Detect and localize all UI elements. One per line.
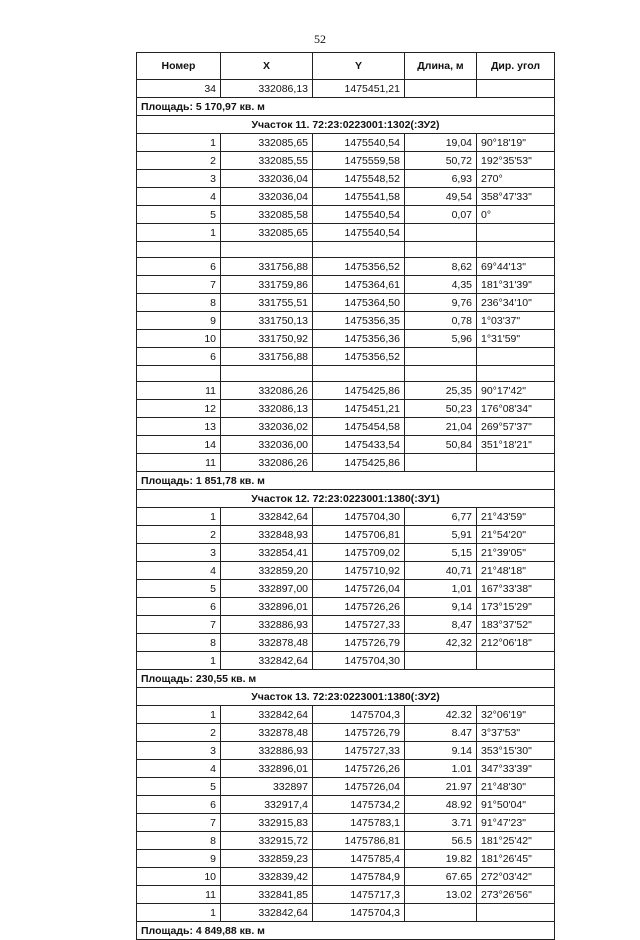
point-number: 1 bbox=[137, 904, 221, 922]
direction-angle: 270° bbox=[477, 170, 555, 188]
length-value: 5,15 bbox=[405, 544, 477, 562]
length-value bbox=[405, 652, 477, 670]
x-coordinate: 332886,93 bbox=[221, 742, 313, 760]
direction-angle: 173°15'29" bbox=[477, 598, 555, 616]
x-coordinate: 332842,64 bbox=[221, 706, 313, 724]
y-coordinate: 1475541,58 bbox=[313, 188, 405, 206]
y-coordinate: 1475726,26 bbox=[313, 598, 405, 616]
table-row bbox=[137, 258, 555, 276]
section-header-row bbox=[137, 490, 555, 508]
empty-cell bbox=[405, 242, 477, 258]
point-number: 5 bbox=[137, 206, 221, 224]
direction-angle: 3°37'53" bbox=[477, 724, 555, 742]
table-row bbox=[137, 724, 555, 742]
table-row bbox=[137, 382, 555, 400]
area-row bbox=[137, 922, 555, 940]
table-row bbox=[137, 134, 555, 152]
area-text: Площадь: 1 851,78 кв. м bbox=[137, 472, 555, 490]
area-text: Площадь: 4 849,88 кв. м bbox=[137, 922, 555, 940]
y-coordinate: 1475734,2 bbox=[313, 796, 405, 814]
table-row bbox=[137, 652, 555, 670]
x-coordinate: 332086,13 bbox=[221, 80, 313, 98]
length-value bbox=[405, 80, 477, 98]
direction-angle: 1°31'59" bbox=[477, 330, 555, 348]
direction-angle: 91°50'04" bbox=[477, 796, 555, 814]
y-coordinate: 1475548,52 bbox=[313, 170, 405, 188]
y-coordinate: 1475786,81 bbox=[313, 832, 405, 850]
point-number: 10 bbox=[137, 330, 221, 348]
length-value: 21.97 bbox=[405, 778, 477, 796]
y-coordinate: 1475726,79 bbox=[313, 724, 405, 742]
table-row bbox=[137, 562, 555, 580]
point-number: 4 bbox=[137, 562, 221, 580]
length-value: 40,71 bbox=[405, 562, 477, 580]
direction-angle: 212°06'18" bbox=[477, 634, 555, 652]
point-number: 6 bbox=[137, 258, 221, 276]
x-coordinate: 331750,92 bbox=[221, 330, 313, 348]
y-coordinate: 1475425,86 bbox=[313, 454, 405, 472]
x-coordinate: 332085,58 bbox=[221, 206, 313, 224]
table-row bbox=[137, 742, 555, 760]
table-row bbox=[137, 152, 555, 170]
direction-angle bbox=[477, 904, 555, 922]
table-row bbox=[137, 904, 555, 922]
table-row bbox=[137, 276, 555, 294]
point-number: 3 bbox=[137, 170, 221, 188]
x-coordinate: 332085,65 bbox=[221, 134, 313, 152]
x-coordinate: 332917,4 bbox=[221, 796, 313, 814]
length-value: 1,01 bbox=[405, 580, 477, 598]
y-coordinate: 1475726,79 bbox=[313, 634, 405, 652]
length-value: 50,23 bbox=[405, 400, 477, 418]
y-coordinate: 1475540,54 bbox=[313, 134, 405, 152]
point-number: 1 bbox=[137, 134, 221, 152]
direction-angle bbox=[477, 80, 555, 98]
direction-angle: 236°34'10" bbox=[477, 294, 555, 312]
coordinates-table bbox=[136, 52, 555, 940]
direction-angle: 0° bbox=[477, 206, 555, 224]
empty-cell bbox=[313, 366, 405, 382]
table-row bbox=[137, 526, 555, 544]
point-number: 8 bbox=[137, 832, 221, 850]
x-coordinate: 331759,86 bbox=[221, 276, 313, 294]
direction-angle bbox=[477, 224, 555, 242]
area-row bbox=[137, 472, 555, 490]
length-value: 42.32 bbox=[405, 706, 477, 724]
table-body bbox=[137, 80, 555, 940]
point-number: 11 bbox=[137, 886, 221, 904]
direction-angle: 353°15'30" bbox=[477, 742, 555, 760]
table-row bbox=[137, 544, 555, 562]
direction-angle: 90°17'42" bbox=[477, 382, 555, 400]
length-value: 19,04 bbox=[405, 134, 477, 152]
x-coordinate: 332896,01 bbox=[221, 760, 313, 778]
y-coordinate: 1475709,02 bbox=[313, 544, 405, 562]
x-coordinate: 332036,04 bbox=[221, 188, 313, 206]
point-number: 3 bbox=[137, 742, 221, 760]
direction-angle: 351°18'21" bbox=[477, 436, 555, 454]
table-row bbox=[137, 868, 555, 886]
header-y: Y bbox=[313, 53, 405, 80]
direction-angle: 181°25'42" bbox=[477, 832, 555, 850]
x-coordinate: 331756,88 bbox=[221, 258, 313, 276]
length-value bbox=[405, 904, 477, 922]
table-row bbox=[137, 224, 555, 242]
length-value: 6,77 bbox=[405, 508, 477, 526]
point-number: 1 bbox=[137, 706, 221, 724]
y-coordinate: 1475785,4 bbox=[313, 850, 405, 868]
direction-angle: 272°03'42" bbox=[477, 868, 555, 886]
table-row bbox=[137, 760, 555, 778]
y-coordinate: 1475784,9 bbox=[313, 868, 405, 886]
length-value bbox=[405, 454, 477, 472]
length-value: 48.92 bbox=[405, 796, 477, 814]
table-row bbox=[137, 188, 555, 206]
section-header-row bbox=[137, 688, 555, 706]
empty-cell bbox=[221, 242, 313, 258]
length-value bbox=[405, 348, 477, 366]
blank-row bbox=[137, 242, 555, 258]
table-row bbox=[137, 796, 555, 814]
table-row bbox=[137, 348, 555, 366]
header-x: X bbox=[221, 53, 313, 80]
y-coordinate: 1475364,61 bbox=[313, 276, 405, 294]
table-row bbox=[137, 206, 555, 224]
x-coordinate: 332086,26 bbox=[221, 454, 313, 472]
y-coordinate: 1475704,3 bbox=[313, 706, 405, 724]
length-value: 56.5 bbox=[405, 832, 477, 850]
table-row bbox=[137, 418, 555, 436]
y-coordinate: 1475454,58 bbox=[313, 418, 405, 436]
table-row bbox=[137, 580, 555, 598]
length-value: 3.71 bbox=[405, 814, 477, 832]
y-coordinate: 1475717,3 bbox=[313, 886, 405, 904]
x-coordinate: 332859,23 bbox=[221, 850, 313, 868]
blank-row bbox=[137, 366, 555, 382]
y-coordinate: 1475726,04 bbox=[313, 580, 405, 598]
header-direction-angle: Дир. угол bbox=[477, 53, 555, 80]
direction-angle bbox=[477, 652, 555, 670]
x-coordinate: 332886,93 bbox=[221, 616, 313, 634]
point-number: 7 bbox=[137, 276, 221, 294]
y-coordinate: 1475726,26 bbox=[313, 760, 405, 778]
direction-angle: 32°06'19" bbox=[477, 706, 555, 724]
length-value: 9,76 bbox=[405, 294, 477, 312]
table-row bbox=[137, 436, 555, 454]
header-length: Длина, м bbox=[405, 53, 477, 80]
direction-angle: 176°08'34" bbox=[477, 400, 555, 418]
y-coordinate: 1475704,30 bbox=[313, 508, 405, 526]
table-row bbox=[137, 778, 555, 796]
table-row bbox=[137, 634, 555, 652]
direction-angle: 181°31'39" bbox=[477, 276, 555, 294]
x-coordinate: 332842,64 bbox=[221, 904, 313, 922]
direction-angle: 91°47'23" bbox=[477, 814, 555, 832]
direction-angle: 273°26'56" bbox=[477, 886, 555, 904]
length-value: 19.82 bbox=[405, 850, 477, 868]
length-value: 0,07 bbox=[405, 206, 477, 224]
area-row bbox=[137, 670, 555, 688]
point-number: 1 bbox=[137, 652, 221, 670]
x-coordinate: 331750,13 bbox=[221, 312, 313, 330]
direction-angle bbox=[477, 348, 555, 366]
table-row bbox=[137, 886, 555, 904]
length-value: 9,14 bbox=[405, 598, 477, 616]
length-value: 42,32 bbox=[405, 634, 477, 652]
point-number: 5 bbox=[137, 580, 221, 598]
x-coordinate: 332896,01 bbox=[221, 598, 313, 616]
point-number: 8 bbox=[137, 634, 221, 652]
length-value: 8.47 bbox=[405, 724, 477, 742]
y-coordinate: 1475540,54 bbox=[313, 224, 405, 242]
table-row bbox=[137, 832, 555, 850]
direction-angle: 269°57'37" bbox=[477, 418, 555, 436]
x-coordinate: 332878,48 bbox=[221, 724, 313, 742]
direction-angle: 1°03'37" bbox=[477, 312, 555, 330]
y-coordinate: 1475451,21 bbox=[313, 80, 405, 98]
direction-angle: 90°18'19" bbox=[477, 134, 555, 152]
table-row bbox=[137, 80, 555, 98]
direction-angle: 181°26'45" bbox=[477, 850, 555, 868]
y-coordinate: 1475356,52 bbox=[313, 258, 405, 276]
point-number: 3 bbox=[137, 544, 221, 562]
section-header-row bbox=[137, 116, 555, 134]
point-number: 6 bbox=[137, 796, 221, 814]
x-coordinate: 332915,72 bbox=[221, 832, 313, 850]
y-coordinate: 1475356,52 bbox=[313, 348, 405, 366]
x-coordinate: 332897,00 bbox=[221, 580, 313, 598]
direction-angle: 21°39'05" bbox=[477, 544, 555, 562]
length-value: 25,35 bbox=[405, 382, 477, 400]
direction-angle: 192°35'53" bbox=[477, 152, 555, 170]
empty-cell bbox=[477, 366, 555, 382]
length-value: 21,04 bbox=[405, 418, 477, 436]
table-row bbox=[137, 454, 555, 472]
x-coordinate: 332086,13 bbox=[221, 400, 313, 418]
x-coordinate: 332878,48 bbox=[221, 634, 313, 652]
table-row bbox=[137, 598, 555, 616]
x-coordinate: 332859,20 bbox=[221, 562, 313, 580]
x-coordinate: 331755,51 bbox=[221, 294, 313, 312]
point-number: 2 bbox=[137, 526, 221, 544]
x-coordinate: 332086,26 bbox=[221, 382, 313, 400]
y-coordinate: 1475727,33 bbox=[313, 616, 405, 634]
length-value: 49,54 bbox=[405, 188, 477, 206]
direction-angle: 21°48'18" bbox=[477, 562, 555, 580]
length-value: 67.65 bbox=[405, 868, 477, 886]
header-number: Номер bbox=[137, 53, 221, 80]
length-value: 6,93 bbox=[405, 170, 477, 188]
y-coordinate: 1475425,86 bbox=[313, 382, 405, 400]
point-number: 5 bbox=[137, 778, 221, 796]
table-row bbox=[137, 170, 555, 188]
direction-angle: 21°54'20" bbox=[477, 526, 555, 544]
empty-cell bbox=[477, 242, 555, 258]
empty-cell bbox=[221, 366, 313, 382]
page-number: 52 bbox=[314, 32, 326, 46]
length-value: 4,35 bbox=[405, 276, 477, 294]
table-row bbox=[137, 400, 555, 418]
x-coordinate: 332036,04 bbox=[221, 170, 313, 188]
point-number: 6 bbox=[137, 598, 221, 616]
x-coordinate: 332848,93 bbox=[221, 526, 313, 544]
point-number: 2 bbox=[137, 152, 221, 170]
x-coordinate: 331756,88 bbox=[221, 348, 313, 366]
x-coordinate: 332842,64 bbox=[221, 652, 313, 670]
direction-angle: 21°43'59" bbox=[477, 508, 555, 526]
point-number: 9 bbox=[137, 312, 221, 330]
x-coordinate: 332842,64 bbox=[221, 508, 313, 526]
x-coordinate: 332085,55 bbox=[221, 152, 313, 170]
point-number: 10 bbox=[137, 868, 221, 886]
empty-cell bbox=[137, 366, 221, 382]
point-number: 4 bbox=[137, 760, 221, 778]
table-row bbox=[137, 294, 555, 312]
x-coordinate: 332897 bbox=[221, 778, 313, 796]
y-coordinate: 1475727,33 bbox=[313, 742, 405, 760]
length-value: 8,62 bbox=[405, 258, 477, 276]
x-coordinate: 332854,41 bbox=[221, 544, 313, 562]
direction-angle: 167°33'38" bbox=[477, 580, 555, 598]
table-row bbox=[137, 706, 555, 724]
point-number: 1 bbox=[137, 508, 221, 526]
length-value: 8,47 bbox=[405, 616, 477, 634]
y-coordinate: 1475704,30 bbox=[313, 652, 405, 670]
table-row bbox=[137, 312, 555, 330]
x-coordinate: 332036,02 bbox=[221, 418, 313, 436]
point-number: 9 bbox=[137, 850, 221, 868]
section-title: Участок 13. 72:23:0223001:1380(:ЗУ2) bbox=[137, 688, 555, 706]
point-number: 12 bbox=[137, 400, 221, 418]
direction-angle: 183°37'52" bbox=[477, 616, 555, 634]
direction-angle: 21°48'30" bbox=[477, 778, 555, 796]
y-coordinate: 1475356,35 bbox=[313, 312, 405, 330]
length-value: 1.01 bbox=[405, 760, 477, 778]
direction-angle: 347°33'39" bbox=[477, 760, 555, 778]
point-number: 8 bbox=[137, 294, 221, 312]
length-value: 5,96 bbox=[405, 330, 477, 348]
point-number: 4 bbox=[137, 188, 221, 206]
y-coordinate: 1475433,54 bbox=[313, 436, 405, 454]
direction-angle: 358°47'33" bbox=[477, 188, 555, 206]
direction-angle: 69°44'13" bbox=[477, 258, 555, 276]
length-value: 9.14 bbox=[405, 742, 477, 760]
point-number: 7 bbox=[137, 814, 221, 832]
y-coordinate: 1475783,1 bbox=[313, 814, 405, 832]
x-coordinate: 332036,00 bbox=[221, 436, 313, 454]
point-number: 13 bbox=[137, 418, 221, 436]
point-number: 11 bbox=[137, 382, 221, 400]
empty-cell bbox=[137, 242, 221, 258]
point-number: 34 bbox=[137, 80, 221, 98]
y-coordinate: 1475726,04 bbox=[313, 778, 405, 796]
point-number: 6 bbox=[137, 348, 221, 366]
table-row bbox=[137, 508, 555, 526]
y-coordinate: 1475710,92 bbox=[313, 562, 405, 580]
y-coordinate: 1475704,3 bbox=[313, 904, 405, 922]
point-number: 14 bbox=[137, 436, 221, 454]
area-row bbox=[137, 98, 555, 116]
length-value: 50,84 bbox=[405, 436, 477, 454]
length-value bbox=[405, 224, 477, 242]
x-coordinate: 332085,65 bbox=[221, 224, 313, 242]
point-number: 7 bbox=[137, 616, 221, 634]
table-row bbox=[137, 330, 555, 348]
y-coordinate: 1475559,58 bbox=[313, 152, 405, 170]
y-coordinate: 1475706,81 bbox=[313, 526, 405, 544]
table-row bbox=[137, 850, 555, 868]
section-title: Участок 11. 72:23:0223001:1302(:ЗУ2) bbox=[137, 116, 555, 134]
point-number: 11 bbox=[137, 454, 221, 472]
direction-angle bbox=[477, 454, 555, 472]
y-coordinate: 1475356,36 bbox=[313, 330, 405, 348]
section-title: Участок 12. 72:23:0223001:1380(:ЗУ1) bbox=[137, 490, 555, 508]
point-number: 2 bbox=[137, 724, 221, 742]
table-row bbox=[137, 616, 555, 634]
x-coordinate: 332915,83 bbox=[221, 814, 313, 832]
y-coordinate: 1475451,21 bbox=[313, 400, 405, 418]
empty-cell bbox=[405, 366, 477, 382]
length-value: 13.02 bbox=[405, 886, 477, 904]
x-coordinate: 332841,85 bbox=[221, 886, 313, 904]
point-number: 1 bbox=[137, 224, 221, 242]
length-value: 0,78 bbox=[405, 312, 477, 330]
table-header-row bbox=[137, 53, 555, 80]
length-value: 5,91 bbox=[405, 526, 477, 544]
empty-cell bbox=[313, 242, 405, 258]
length-value: 50,72 bbox=[405, 152, 477, 170]
area-text: Площадь: 230,55 кв. м bbox=[137, 670, 555, 688]
y-coordinate: 1475364,50 bbox=[313, 294, 405, 312]
y-coordinate: 1475540,54 bbox=[313, 206, 405, 224]
table-row bbox=[137, 814, 555, 832]
area-text: Площадь: 5 170,97 кв. м bbox=[137, 98, 555, 116]
x-coordinate: 332839,42 bbox=[221, 868, 313, 886]
